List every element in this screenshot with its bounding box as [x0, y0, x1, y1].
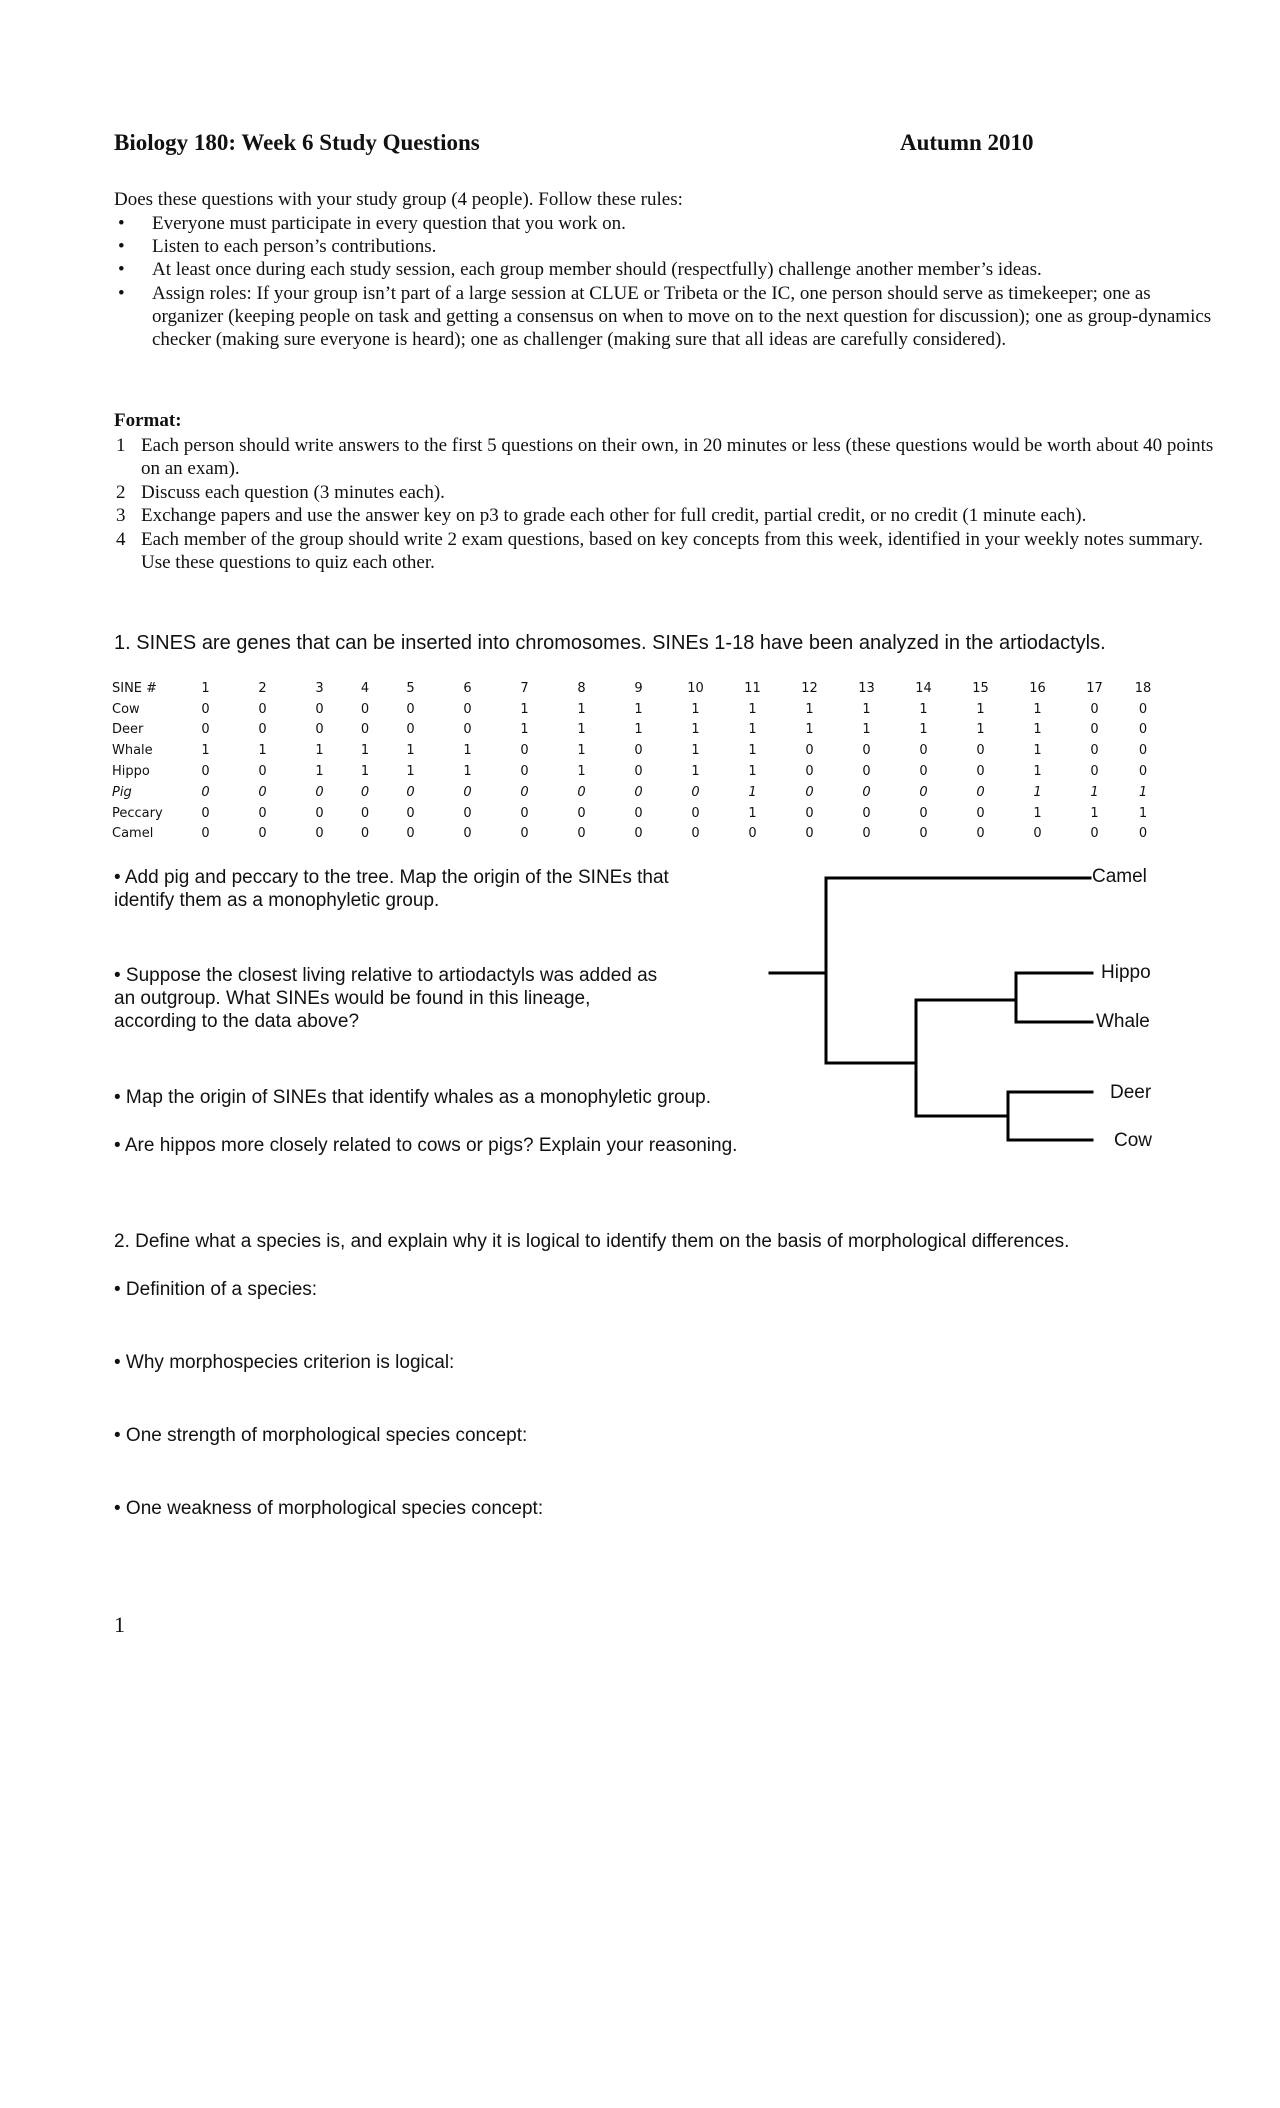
table-row-label: Deer: [112, 722, 144, 738]
table-cell: 1: [919, 701, 928, 717]
table-cell: 1: [1138, 784, 1148, 800]
q2-strength: • One strength of morphological species concept:: [114, 1425, 528, 1446]
table-cell: 1: [406, 743, 415, 759]
tip-label-hippo: Hippo: [1101, 962, 1151, 983]
table-cell: 1: [1033, 722, 1042, 738]
table-cell: 0: [201, 722, 210, 738]
table-header-cell: 15: [972, 680, 989, 696]
table-cell: 1: [360, 743, 370, 759]
table-cell: 0: [258, 784, 267, 800]
table-cell: 1: [315, 764, 324, 780]
table-cell: 0: [691, 826, 700, 842]
table-cell: 0: [315, 722, 324, 738]
table-cell: 1: [577, 722, 586, 738]
table-cell: 1: [201, 743, 210, 759]
table-cell: 0: [315, 805, 324, 821]
table-cell: 1: [577, 743, 586, 759]
table-cell: 0: [862, 784, 871, 800]
table-row: [112, 803, 1163, 824]
table-header-cell: 11: [744, 680, 761, 696]
table-cell: 0: [1090, 701, 1099, 717]
table-cell: 0: [976, 805, 985, 821]
q2-weakness: • One weakness of morphological species concept:: [114, 1498, 544, 1519]
table-cell: 0: [862, 826, 871, 842]
table-cell: 0: [691, 784, 700, 800]
table-cell: 0: [315, 784, 324, 800]
table-cell: 0: [360, 784, 370, 800]
table-cell: 1: [463, 743, 472, 759]
q2-definition: • Definition of a species:: [114, 1279, 318, 1300]
table-cell: 0: [463, 784, 472, 800]
task-hippos: • Are hippos more closely related to cows or pigs? Explain your reasoning.: [114, 1135, 738, 1156]
format-step: [114, 528, 1214, 575]
table-cell: 0: [634, 826, 643, 842]
table-row: [112, 720, 1163, 741]
table-row-label: Peccary: [112, 805, 163, 821]
table-cell: 1: [577, 701, 586, 717]
table-cell: 1: [360, 764, 370, 780]
table-cell: 1: [805, 722, 814, 738]
table-cell: 0: [634, 784, 643, 800]
table-row: [112, 699, 1163, 720]
question-1-prompt: 1. SINES are genes that can be inserted into chromosomes. SINEs 1-18 have been analyzed in the artiodactyls.: [114, 632, 1106, 654]
rule-text: Listen to each person’s contributions.: [152, 236, 437, 258]
table-cell: 1: [1033, 784, 1042, 800]
table-cell: 0: [748, 826, 757, 842]
table-cell: 0: [1033, 826, 1042, 842]
table-cell: 0: [1090, 743, 1099, 759]
table-cell: 0: [201, 826, 210, 842]
q2-logic: • Why morphospecies criterion is logical:: [114, 1352, 455, 1373]
rules-list: [114, 212, 1214, 351]
sine-data-table: [112, 678, 1163, 844]
step-number: 3: [116, 505, 126, 527]
table-cell: 0: [976, 826, 985, 842]
page-title: Biology 180: Week 6 Study Questions: [114, 130, 480, 155]
table-cell: 0: [919, 764, 928, 780]
tip-label-whale: Whale: [1096, 1011, 1150, 1032]
table-cell: 1: [976, 701, 985, 717]
table-header-cell: 3: [315, 680, 324, 696]
rule-text: At least once during each study session, each group member should (respectfully) challenge another member’s ideas.: [152, 259, 1042, 281]
rule-text: Everyone must participate in every question that you work on.: [152, 213, 626, 234]
format-steps: [114, 434, 1214, 574]
task-whales: • Map the origin of SINEs that identify whales as a monophyletic group.: [114, 1087, 712, 1108]
table-cell: 1: [748, 805, 757, 821]
table-cell: 0: [201, 805, 210, 821]
table-cell: 1: [919, 722, 928, 738]
table-cell: 0: [862, 805, 871, 821]
table-cell: 0: [520, 805, 529, 821]
table-cell: 0: [360, 701, 370, 717]
table-cell: 1: [520, 722, 529, 738]
format-step: [114, 481, 1214, 504]
table-header-cell: 16: [1029, 680, 1046, 696]
table-cell: 0: [1138, 826, 1148, 842]
tip-label-camel: Camel: [1092, 866, 1147, 887]
rule-item: [114, 282, 1214, 352]
table-cell: 0: [520, 784, 529, 800]
task-add-taxa: • Add pig and peccary to the tree. Map the origin of the SINEs that identify them as a monophyletic group.: [114, 867, 669, 911]
table-cell: 0: [805, 805, 814, 821]
table-header-cell: 13: [858, 680, 875, 696]
bullet-mark: •: [118, 282, 125, 304]
table-cell: 0: [258, 764, 267, 780]
table-cell: 0: [805, 826, 814, 842]
step-number: 1: [116, 435, 126, 456]
table-cell: 0: [862, 743, 871, 759]
step-text: Each person should write answers to the first 5 questions on their own, in 20 minutes or less (these questions would be worth about 40 points on an exam).: [141, 435, 1214, 480]
table-cell: 0: [406, 722, 415, 738]
table-cell: 0: [463, 722, 472, 738]
table-cell: 0: [201, 701, 210, 717]
table-cell: 1: [976, 722, 985, 738]
table-cell: 1: [406, 764, 415, 780]
bullet-mark: •: [118, 236, 125, 258]
rule-item: [114, 235, 1214, 258]
table-cell: 1: [748, 722, 757, 738]
table-row-label: Camel: [112, 826, 154, 842]
tip-label-deer: Deer: [1110, 1082, 1152, 1103]
table-cell: 1: [748, 743, 757, 759]
table-cell: 1: [520, 701, 529, 717]
table-header-label: SINE #: [112, 680, 158, 696]
table-cell: 1: [1033, 805, 1042, 821]
table-cell: 1: [634, 722, 643, 738]
term-label: Autumn 2010: [900, 130, 1034, 155]
step-number: 2: [116, 481, 126, 503]
table-cell: 1: [862, 722, 871, 738]
table-cell: 0: [520, 764, 529, 780]
table-cell: 1: [691, 722, 700, 738]
table-cell: 0: [315, 826, 324, 842]
table-cell: 1: [748, 784, 757, 800]
table-cell: 1: [1090, 784, 1099, 800]
table-cell: 0: [976, 764, 985, 780]
intro-lead: Does these questions with your study group (4 people). Follow these rules:: [114, 189, 683, 210]
table-cell: 0: [919, 784, 928, 800]
table-cell: 0: [976, 743, 985, 759]
table-cell: 1: [1138, 805, 1148, 821]
table-cell: 0: [862, 764, 871, 780]
table-cell: 0: [1138, 701, 1148, 717]
rule-item: [114, 258, 1214, 281]
tip-label-cow: Cow: [1114, 1130, 1153, 1151]
bullet-mark: •: [118, 259, 125, 281]
table-row-label: Whale: [112, 743, 153, 759]
table-cell: 0: [1090, 826, 1099, 842]
table-header-cell: 5: [406, 680, 415, 696]
table-cell: 0: [201, 764, 210, 780]
table-cell: 0: [577, 784, 586, 800]
table-cell: 1: [463, 764, 472, 780]
table-cell: 1: [1033, 743, 1042, 759]
bullet-mark: •: [118, 213, 125, 234]
table-header-cell: 4: [360, 680, 370, 696]
table-cell: 1: [691, 743, 700, 759]
table-cell: 0: [577, 805, 586, 821]
table-header-cell: 7: [520, 680, 529, 696]
table-cell: 0: [406, 805, 415, 821]
table-cell: 1: [634, 701, 643, 717]
table-header-row: [112, 678, 1163, 699]
table-cell: 1: [315, 743, 324, 759]
rule-text: Assign roles: If your group isn’t part of a large session at CLUE or Tribeta or the IC, one person should serve as timekeeper; one as organizer (keeping people on task and getting a consensus on when to move on to the next question for discussion); one as group-dynamics checker (making sure everyone is heard); one as challenger (making sure that all ideas are carefully considered).: [152, 282, 1212, 351]
table-cell: 0: [1090, 722, 1099, 738]
table-cell: 0: [360, 805, 370, 821]
table-cell: 1: [691, 764, 700, 780]
table-cell: 1: [805, 701, 814, 717]
format-step: [114, 504, 1214, 527]
table-cell: 0: [463, 701, 472, 717]
table-cell: 1: [1090, 805, 1099, 821]
table-cell: 0: [360, 826, 370, 842]
rule-item: [114, 212, 1214, 235]
step-text: Each member of the group should write 2 exam questions, based on key concepts from this week, identified in your weekly notes summary. Use these questions to quiz each other.: [141, 528, 1203, 574]
table-cell: 0: [1138, 722, 1148, 738]
table-cell: 0: [258, 826, 267, 842]
table-cell: 0: [360, 722, 370, 738]
table-cell: 0: [805, 784, 814, 800]
table-header-cell: 2: [258, 680, 267, 696]
table-header-cell: 1: [201, 680, 210, 696]
table-row: [112, 740, 1163, 761]
step-text: Exchange papers and use the answer key on p3 to grade each other for full credit, partial credit, or no credit (1 minute each).: [141, 505, 1087, 527]
table-cell: 0: [520, 826, 529, 842]
table-header-cell: 6: [463, 680, 472, 696]
step-number: 4: [116, 528, 126, 550]
table-cell: 0: [634, 805, 643, 821]
table-cell: 0: [691, 805, 700, 821]
table-row: [112, 824, 1163, 845]
table-cell: 1: [862, 701, 871, 717]
table-cell: 0: [258, 722, 267, 738]
format-heading: Format:: [114, 410, 182, 431]
table-cell: 0: [406, 826, 415, 842]
table-cell: 0: [1138, 743, 1148, 759]
format-step: [114, 434, 1214, 481]
table-cell: 0: [463, 805, 472, 821]
table-cell: 1: [1033, 764, 1042, 780]
table-header-cell: 18: [1134, 680, 1152, 696]
table-cell: 0: [919, 826, 928, 842]
table-cell: 0: [520, 743, 529, 759]
task-outgroup: • Suppose the closest living relative to artiodactyls was added as an outgroup. What SINEs would be found in this lineage, according to the data above?: [114, 965, 658, 1032]
table-header-cell: 9: [634, 680, 643, 696]
table-cell: 1: [748, 764, 757, 780]
table-cell: 0: [315, 701, 324, 717]
question-2-prompt: 2. Define what a species is, and explain why it is logical to identify them on the basis of morphological differences.: [114, 1231, 1070, 1252]
table-row-label: Pig: [112, 784, 132, 800]
table-row: [112, 761, 1163, 782]
table-cell: 1: [1033, 701, 1042, 717]
table-header-cell: 8: [577, 680, 586, 696]
table-cell: 1: [691, 701, 700, 717]
table-header-cell: 14: [915, 680, 932, 696]
table-row-label: Cow: [112, 701, 140, 717]
table-cell: 0: [976, 784, 985, 800]
table-cell: 0: [577, 826, 586, 842]
table-cell: 0: [1138, 764, 1148, 780]
table-cell: 0: [634, 743, 643, 759]
page-number: 1: [114, 1612, 125, 1637]
table-row-label: Hippo: [112, 764, 150, 780]
table-cell: 0: [258, 701, 267, 717]
table-cell: 0: [406, 701, 415, 717]
table-cell: 1: [748, 701, 757, 717]
table-cell: 0: [1090, 764, 1099, 780]
table-header-cell: 12: [801, 680, 818, 696]
table-header-cell: 10: [687, 680, 704, 696]
table-cell: 0: [201, 784, 210, 800]
table-header-cell: 17: [1086, 680, 1103, 696]
table-row: [112, 782, 1163, 803]
table-cell: 0: [406, 784, 415, 800]
table-cell: 0: [805, 743, 814, 759]
table-cell: 0: [463, 826, 472, 842]
table-cell: 1: [258, 743, 267, 759]
table-cell: 0: [258, 805, 267, 821]
table-cell: 0: [919, 805, 928, 821]
table-cell: 1: [577, 764, 586, 780]
step-text: Discuss each question (3 minutes each).: [141, 481, 445, 503]
table-cell: 0: [919, 743, 928, 759]
table-cell: 0: [634, 764, 643, 780]
table-cell: 0: [805, 764, 814, 780]
